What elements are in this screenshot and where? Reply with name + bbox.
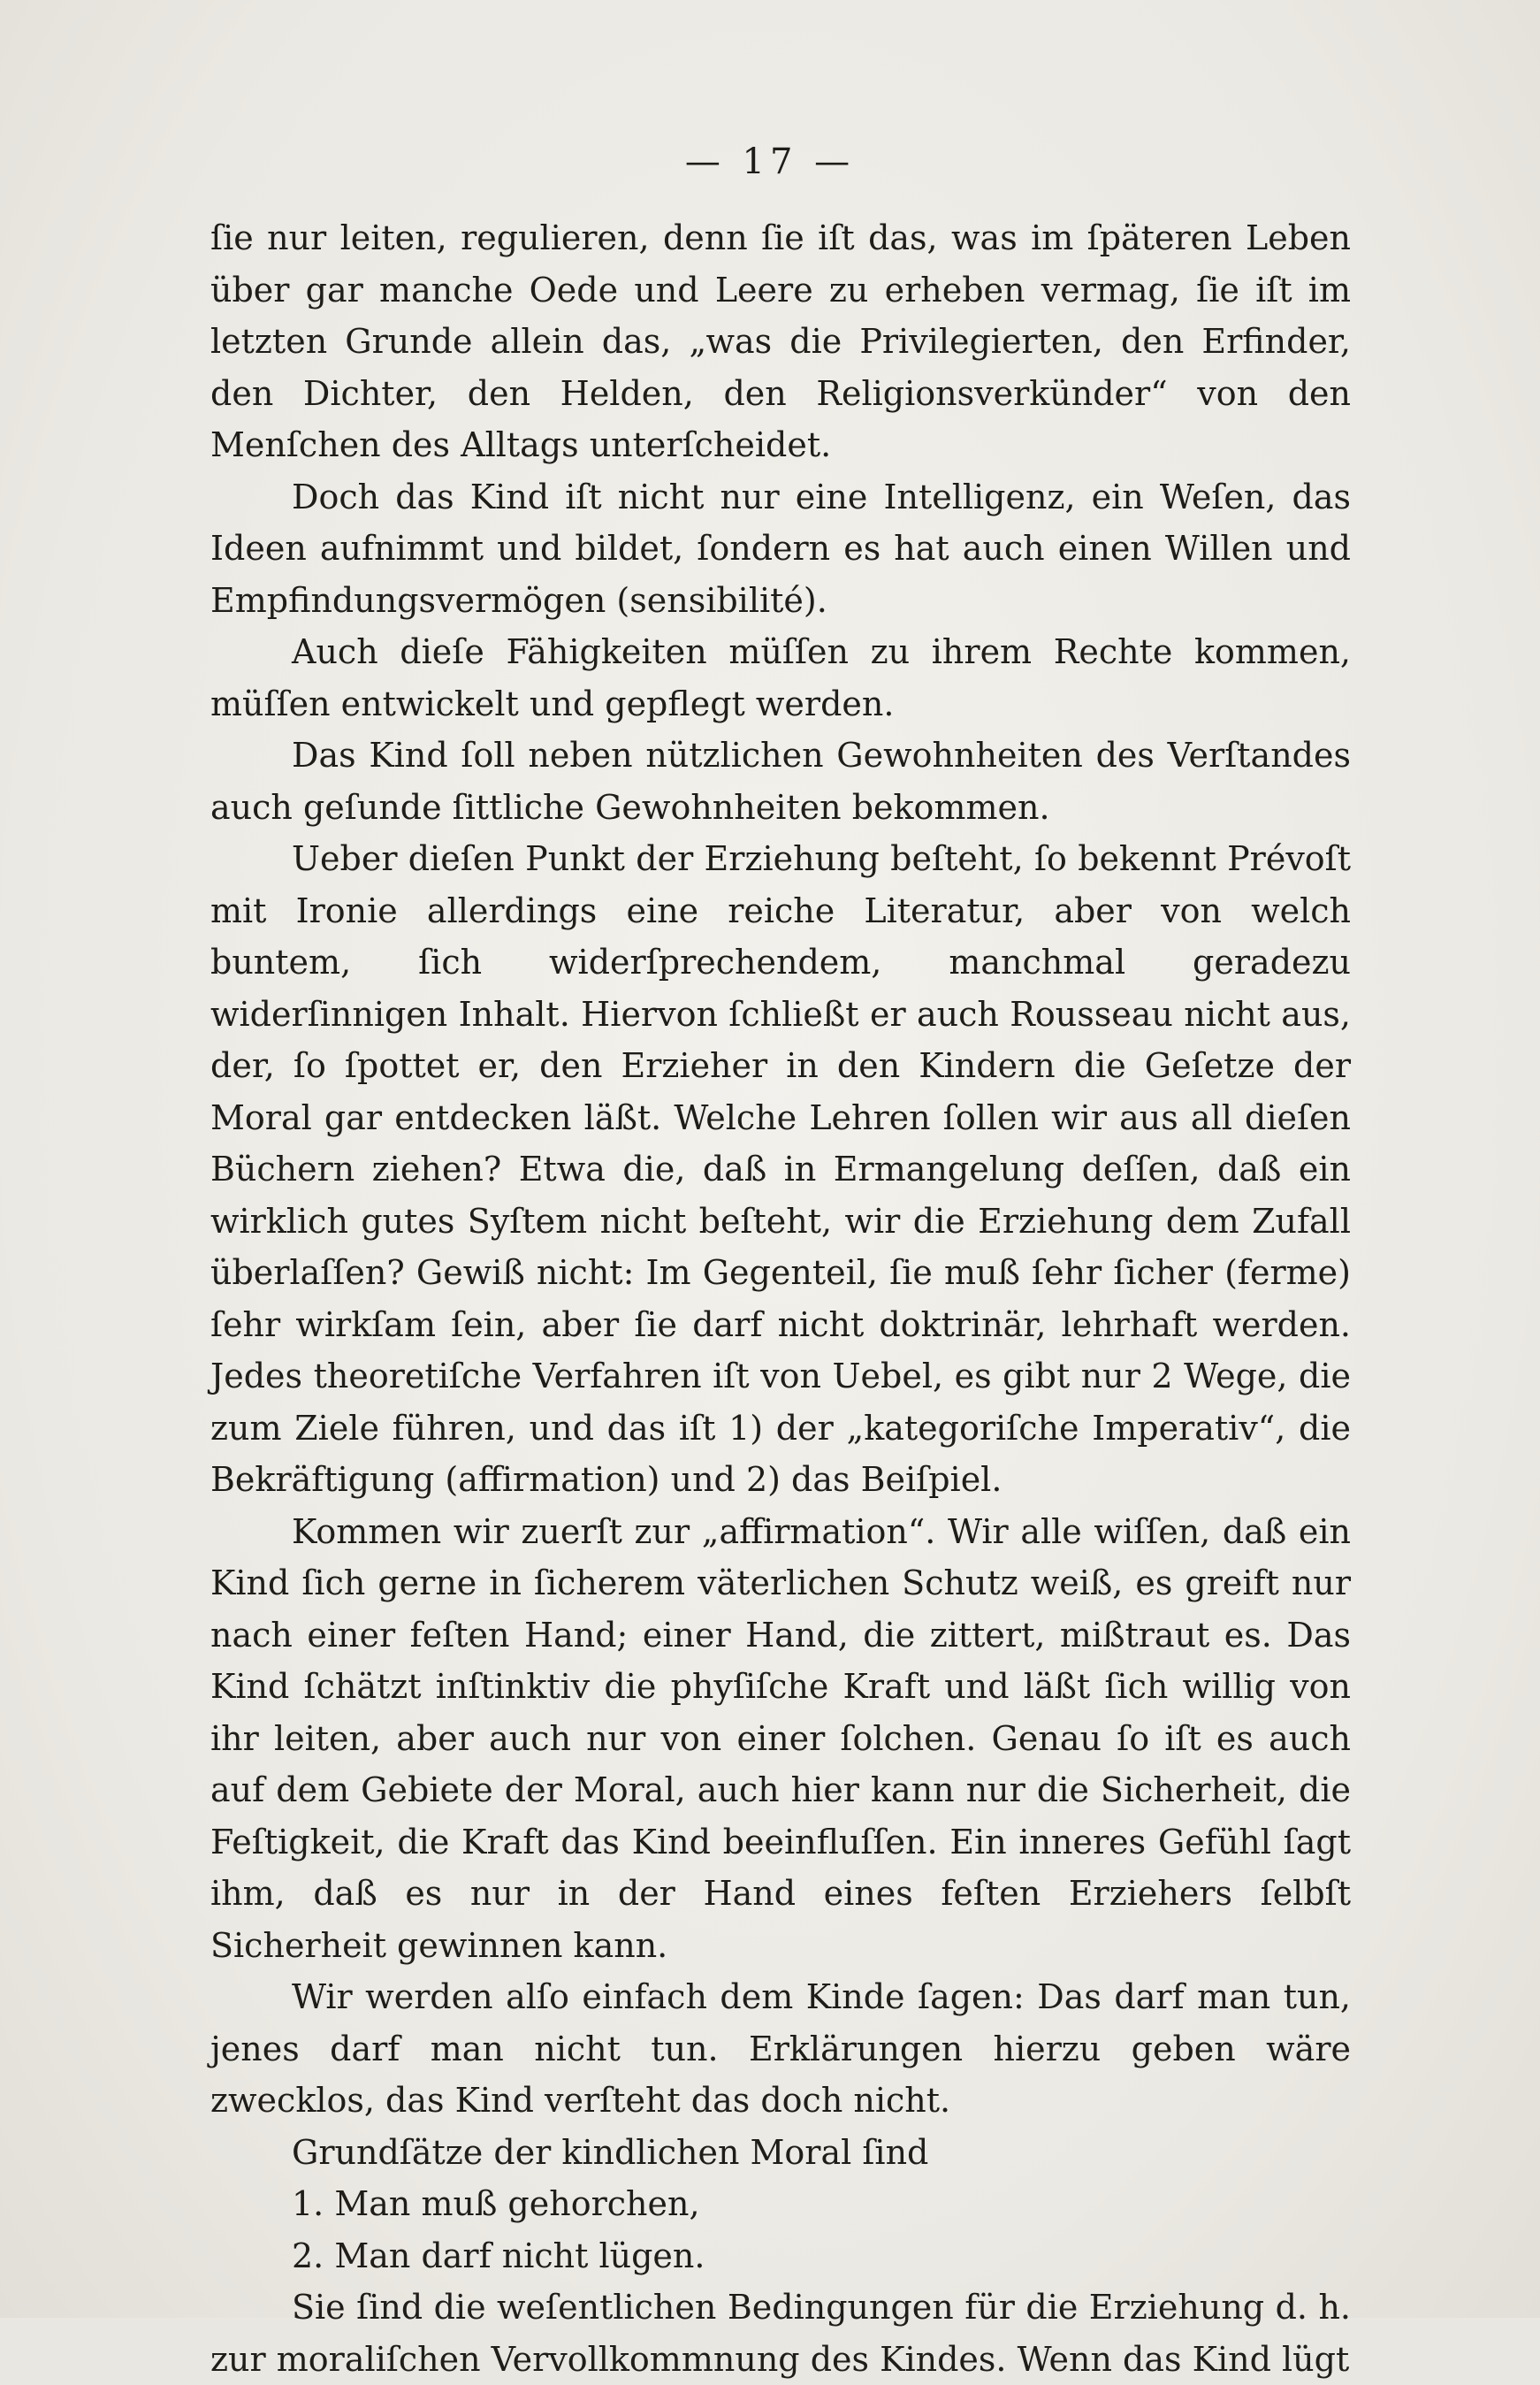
paragraph-1: ſie nur leiten, regulieren, denn ſie iſt das, was im ſpäteren Leben über gar manche Oede und Leere zu erheben vermag, ſie iſt im letzten Grunde allein das, „was die Privilegierten, den Erfinder, den Dichter, den Helden, den Religionsverkünder“ von den Menſchen des Alltags unterſcheidet. bbox=[210, 218, 1351, 464]
paragraph-4: Das Kind ſoll neben nützlichen Gewohnheiten des Verſtandes auch geſunde ſittliche Gewohnheiten bekommen. bbox=[210, 736, 1351, 827]
paragraph-2: Doch das Kind iſt nicht nur eine Intelligenz, ein Weſen, das Ideen aufnimmt und bildet, ſondern es hat auch einen Willen und Empfindungsvermögen (sensibilité). bbox=[210, 477, 1351, 620]
paragraph-6: Kommen wir zuerſt zur „affirmation“. Wir alle wiſſen, daß ein Kind ſich gerne in ſicherem väterlichen Schutz weiß, es greift nur nach einer feſten Hand; einer Hand, die zittert, mißtraut es. Das Kind ſchätzt inſtinktiv die phyſiſche Kraft und läßt ſich willig von ihr leiten, aber auch nur von einer ſolchen. Genau ſo iſt es auch auf dem Gebiete der Moral, auch hier kann nur die Sicherheit, die Feſtigkeit, die Kraft das Kind beeinfluſſen. Ein inneres Gefühl ſagt ihm, daß es nur in der Hand eines feſten Erziehers ſelbſt Sicherheit gewinnen kann. bbox=[210, 1511, 1351, 1965]
page-number: — 17 — bbox=[684, 141, 856, 182]
paragraph-9: Sie ſind die weſentlichen Bedingungen für die Erziehung d. h. zur moraliſchen Vervollkommnung des Kindes. Wenn das Kind lügt bbox=[210, 2288, 1351, 2379]
paragraph-8: Grundſätze der kindlichen Moral ſind bbox=[292, 2132, 929, 2172]
list-item-1: 1. Man muß gehorchen, bbox=[292, 2184, 700, 2223]
paragraph-5: Ueber dieſen Punkt der Erziehung beſteht, ſo bekennt Prévoſt mit Ironie allerdings eine reiche Literatur, aber von welch buntem, ſich widerſprechendem, manchmal geradezu widerſinnigen Inhalt. Hiervon ſchließt er auch Rousseau nicht aus, der, ſo ſpottet er, den Erzieher in den Kindern die Geſetze der Moral gar entdecken läßt. Welche Lehren ſollen wir aus all dieſen Büchern ziehen? Etwa die, daß in Ermangelung deſſen, daß ein wirklich gutes Syſtem nicht beſteht, wir die Erziehung dem Zufall überlaſſen? Gewiß nicht: Im Gegenteil, ſie muß ſehr ſicher (ferme) ſehr wirkſam ſein, aber ſie darf nicht doktrinär, lehrhaft werden. Jedes theoretiſche Verfahren iſt von Uebel, es gibt nur 2 Wege, die zum Ziele führen, und das iſt 1) der „kategoriſche Imperativ“, die Bekräftigung (affirmation) und 2) das Beiſpiel. bbox=[210, 839, 1351, 1499]
body-text bbox=[210, 212, 1351, 2385]
paragraph-7: Wir werden alſo einfach dem Kinde ſagen: Das darf man tun, jenes darf man nicht tun. Erklärungen hierzu geben wäre zwecklos, das Kind verſteht das doch nicht. bbox=[210, 1977, 1351, 2120]
paragraph-3: Auch dieſe Fähigkeiten müſſen zu ihrem Rechte kommen, müſſen entwickelt und gepflegt werden. bbox=[210, 632, 1351, 723]
list-item-2: 2. Man darf nicht lügen. bbox=[292, 2236, 705, 2275]
